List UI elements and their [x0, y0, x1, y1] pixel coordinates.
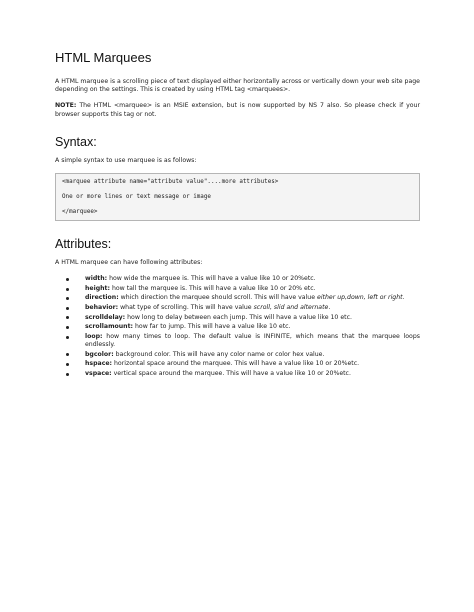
code-line: </marquee>: [62, 209, 98, 216]
syntax-intro: A simple syntax to use marquee is as follows:: [55, 156, 197, 164]
list-item: [55, 370, 420, 378]
attribute-desc: which direction the marquee should scroll. This will have value: [118, 294, 318, 302]
list-item: [55, 285, 420, 293]
attribute-desc: how wide the marquee is. This will have a value like 10 or 20%etc.: [107, 275, 316, 283]
attribute-term: behavior:: [85, 304, 119, 311]
attribute-term: hspace:: [85, 360, 113, 368]
bullet-icon: [66, 336, 69, 339]
bullet-icon: [66, 288, 69, 291]
attribute-desc: how tall the marquee is. This will have a value like 10 or 20% etc.: [110, 284, 316, 292]
syntax-heading: Syntax:: [55, 134, 97, 149]
attribute-desc: background color. This will have any color name or color hex value.: [113, 350, 325, 358]
list-item: [55, 333, 420, 349]
attribute-term: scrolldelay:: [85, 313, 126, 321]
list-item: [55, 275, 420, 283]
attributes-intro: A HTML marquee can have following attributes:: [55, 259, 203, 267]
intro-paragraph: A HTML marquee is a scrolling piece of text displayed either horizontally across or vertically down your web site page depending on the settings. This is created by using HTML tag <marquees>.: [55, 78, 420, 94]
attribute-term: scrollamount:: [85, 323, 134, 331]
attribute-term: height:: [85, 284, 110, 292]
code-block: [55, 173, 420, 221]
bullet-icon: [66, 297, 69, 300]
note-paragraph: [55, 102, 420, 118]
attribute-term: bgcolor:: [85, 350, 114, 358]
attributes-heading: Attributes:: [55, 237, 112, 252]
attribute-desc: horizontal space around the marquee. This will have a value like 10 or 20%etc.: [112, 360, 360, 368]
attribute-desc: how long to delay between each jump. This will have a value like 10 etc.: [125, 313, 352, 321]
bullet-icon: [66, 326, 69, 329]
page-title: HTML Marquees: [55, 50, 152, 65]
note-label: NOTE:: [55, 102, 77, 110]
list-item: [55, 314, 420, 322]
bullet-icon: [66, 316, 69, 319]
attribute-desc: how far to jump. This will have a value like 10 etc.: [133, 323, 291, 331]
attribute-tail: .: [328, 304, 331, 311]
bullet-icon: [66, 278, 69, 281]
document-content: [55, 50, 420, 379]
bullet-icon: [66, 353, 69, 356]
attribute-term: direction:: [85, 294, 119, 302]
attribute-desc: how many times to loop. The default value is INFINITE, which means that the marquee loops endlessly.: [85, 332, 420, 348]
attribute-term: loop:: [85, 332, 103, 340]
attribute-values: scroll, slid and alternate: [253, 304, 329, 311]
code-line: <marquee attribute name="attribute value"....more attributes>: [62, 179, 279, 186]
attribute-values: either up,down, left or right: [317, 294, 403, 302]
attribute-tail: .: [402, 294, 405, 302]
note-text: The HTML <marquee> is an MSIE extension, but is now supported by NS 7 also. So please check if your browser supports this tag or not.: [55, 102, 420, 118]
attribute-desc: vertical space around the marquee. This will have a value like 10 or 20%etc.: [111, 369, 351, 377]
attributes-list: [55, 275, 420, 378]
code-line: One or more lines or text message or image: [62, 194, 211, 201]
list-item: [55, 294, 420, 302]
bullet-icon: [66, 363, 69, 366]
list-item: [55, 360, 420, 368]
attribute-term: width:: [85, 275, 108, 283]
list-item: [55, 351, 420, 359]
attribute-term: vspace:: [85, 369, 112, 377]
bullet-icon: [66, 373, 69, 376]
attribute-desc: what type of scrolling. This will have value: [118, 304, 254, 311]
list-item: [55, 304, 420, 312]
list-item: [55, 323, 420, 331]
bullet-icon: [66, 307, 69, 310]
